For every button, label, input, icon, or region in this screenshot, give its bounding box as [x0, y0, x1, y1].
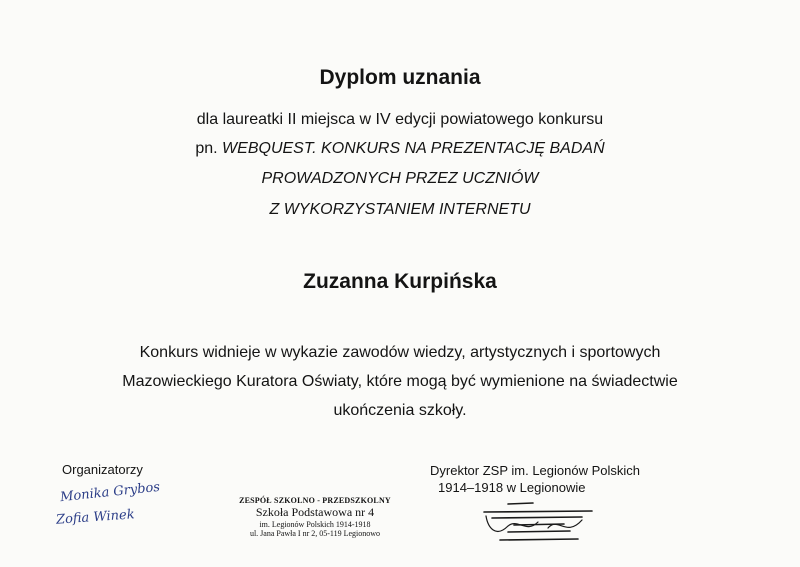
note-line2: Mazowieckiego Kuratora Oświaty, które mogą być wymienione na świadectwie: [122, 373, 678, 390]
contest-name-line3: Z WYKORZYSTANIEM INTERNETU: [269, 201, 531, 218]
note-line1: Konkurs widnieje w wykazie zawodów wiedzy, artystycznych i sportowych: [139, 344, 661, 361]
contest-prefix: pn.: [195, 140, 223, 157]
director-line2: 1914–1918 w Legionowie: [438, 480, 586, 495]
stamp-line2: Szkoła Podstawowa nr 4: [255, 505, 375, 519]
recipient-name: Zuzanna Kurpińska: [303, 270, 497, 293]
director-stamp-and-signature-icon: [478, 498, 598, 546]
director-title: [430, 462, 640, 496]
contest-name-line1: [0, 140, 800, 158]
organizer-signature-2: Zofia Winek: [55, 507, 136, 528]
note-line3: ukończenia szkoły.: [333, 402, 467, 419]
contest-name-part1: WEBQUEST. KONKURS NA PREZENTACJĘ BADAŃ: [222, 140, 605, 157]
award-description: dla laureatki II miejsca w IV edycji powiatowego konkursu: [196, 111, 604, 128]
school-stamp: [230, 496, 400, 538]
director-line1: Dyrektor ZSP im. Legionów Polskich: [430, 463, 641, 478]
stamp-line3: im. Legionów Polskich 1914-1918: [259, 520, 371, 529]
contest-name-line2: PROWADZONYCH PRZEZ UCZNIÓW: [261, 170, 539, 187]
diploma-title: Dyplom uznania: [319, 66, 481, 89]
stamp-line1: ZESPÓŁ SZKOLNO - PRZEDSZKOLNY: [239, 496, 391, 505]
organizer-signature-1: Monika Grybos: [59, 479, 161, 506]
organizers-label: Organizatorzy: [62, 462, 143, 477]
stamp-line4: ul. Jana Pawła I nr 2, 05-119 Legionowo: [249, 529, 381, 538]
